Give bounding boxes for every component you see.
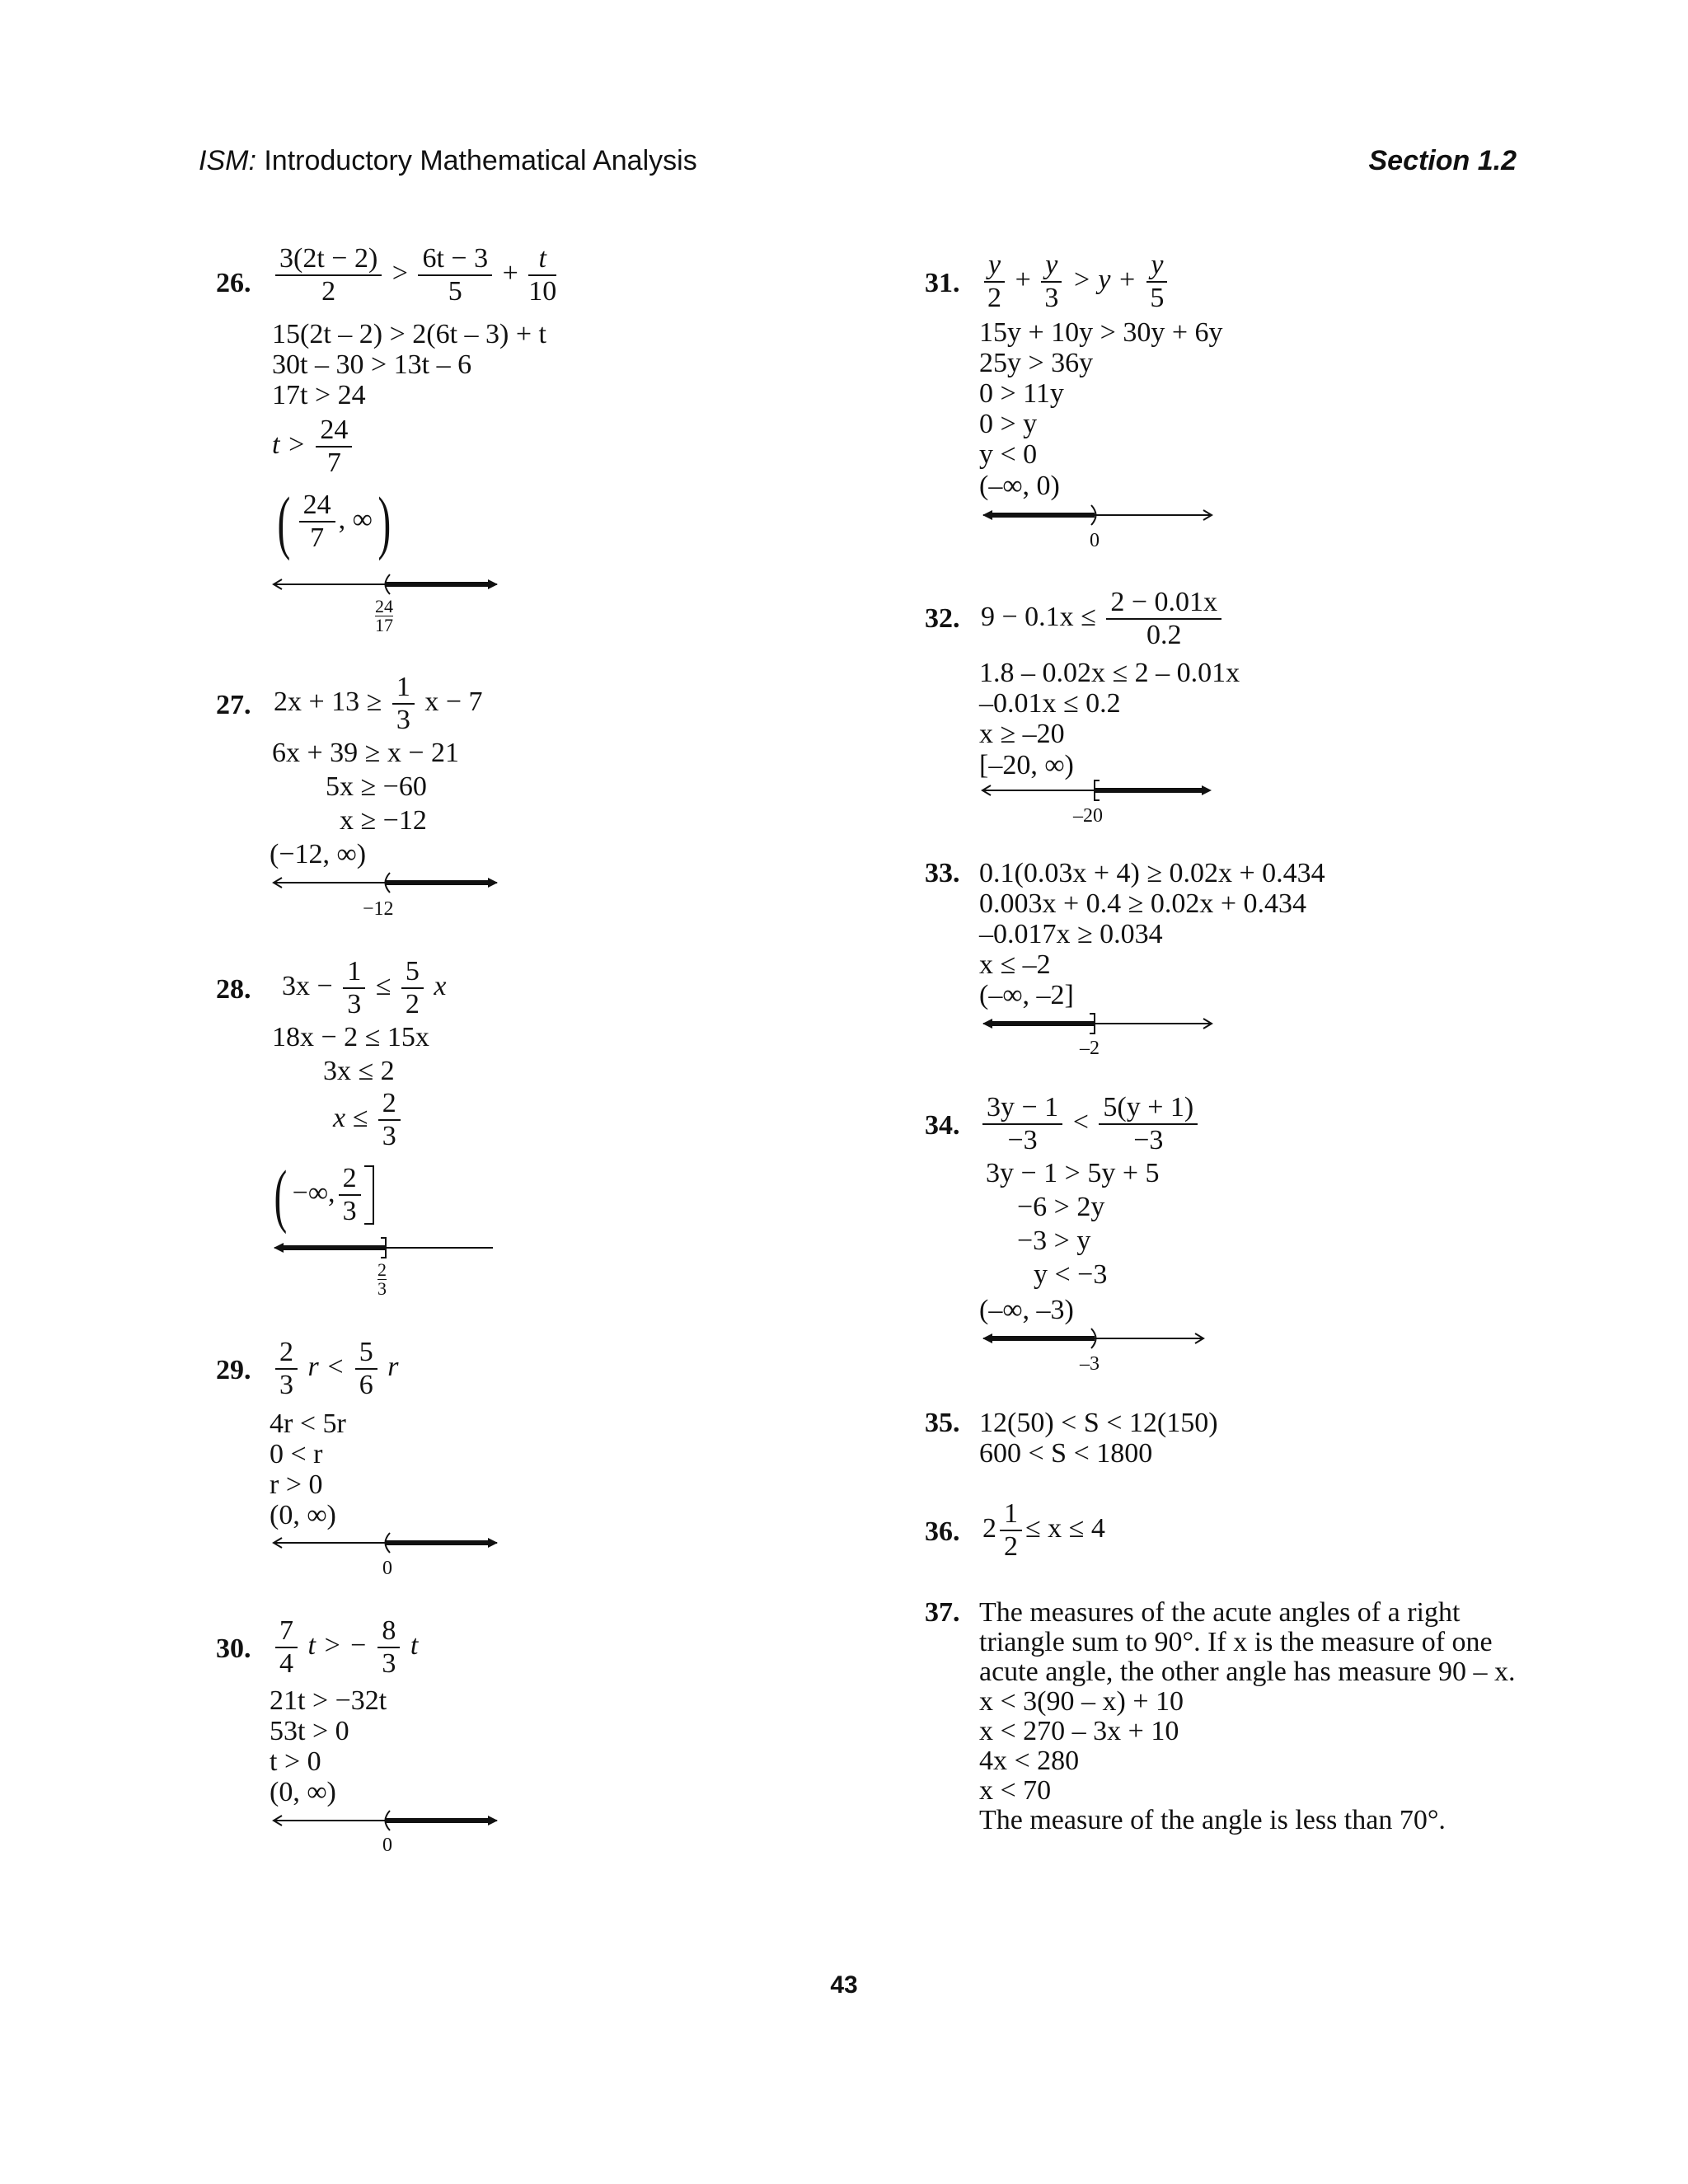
problem-number: 31. — [925, 268, 960, 298]
text-line: acute angle, the other angle has measure 90 – x. — [979, 1657, 1516, 1687]
problem-number: 27. — [216, 690, 251, 720]
equation-line-4: x ≤ –2 — [979, 949, 1051, 980]
equation-line-5: y < −3 — [1034, 1259, 1108, 1290]
number-line-label: −12 — [363, 898, 394, 920]
equation-line-4: 17t > 24 — [272, 380, 366, 410]
equation-line-1: 0.1(0.03x + 4) ≥ 0.02x + 0.434 — [979, 858, 1325, 888]
equation-line-3: 5x ≥ −60 — [326, 771, 427, 802]
problem-30 — [216, 1615, 645, 1821]
interval-answer: (–∞, 0) — [979, 471, 1060, 501]
equation-line-4: x ≥ −12 — [340, 805, 427, 836]
problem-37 — [925, 1597, 1518, 1853]
number-line-label: –20 — [1073, 805, 1103, 827]
problem-number: 29. — [216, 1355, 251, 1385]
equation-line-1: 2x + 13 ≥ $\frac{1}{3}$ x − 7 — [274, 672, 483, 735]
equation-line-2: 18x − 2 ≤ 15x — [272, 1022, 429, 1052]
equation-line-2: 15(2t – 2) > 2(6t – 3) + t — [272, 319, 546, 349]
problem-34 — [925, 1092, 1386, 1339]
equation-line-2: 3y − 1 > 5y + 5 — [986, 1158, 1160, 1188]
equation-line-1: $\frac{7}{4}$ t > − $\frac{8}{3}$ t — [272, 1615, 418, 1680]
page-number: 43 — [830, 1971, 858, 1999]
interval-answer: [–20, ∞) — [979, 750, 1074, 780]
equation-line-2: 4r < 5r — [270, 1408, 346, 1439]
problem-number: 30. — [216, 1633, 251, 1664]
problem-32 — [925, 587, 1386, 785]
equation-line-1: $\frac{3y - 1}{-3}$ < $\frac{5(y + 1)}{-3}$ — [979, 1092, 1201, 1156]
problem-number: 34. — [925, 1110, 960, 1141]
number-line-32 — [979, 779, 1214, 804]
problem-35 — [925, 1408, 1386, 1474]
text-line: triangle sum to 90°. If x is the measure of one — [979, 1627, 1493, 1657]
equation-line-2: 15y + 10y > 30y + 6y — [979, 317, 1223, 348]
interval-answer: (0, ∞) — [270, 1500, 336, 1530]
text-line: The measures of the acute angles of a right — [979, 1597, 1461, 1628]
equation-line-3: −6 > 2y — [1017, 1192, 1105, 1222]
equation-line-1: 9 − 0.1x ≤ $\frac{2 - 0.01x}{0.2}$ — [981, 587, 1225, 651]
problem-33 — [925, 858, 1386, 1023]
problem-36 — [925, 1498, 1386, 1572]
equation-line-1: $\frac{y}{2}$ + $\frac{y}{3}$ > y + $\frac{y}{5}$ — [981, 250, 1170, 314]
interval-answer: (–∞, –2] — [979, 980, 1074, 1010]
equation-line-3: 0 < r — [270, 1439, 323, 1469]
equation-line-1: 2 $\frac{1}{2}$ ≤ x ≤ 4 — [982, 1498, 1105, 1562]
number-line-26 — [270, 573, 501, 598]
equation-line-4: x ≤ $\frac{2}{3}$ — [333, 1088, 404, 1152]
equation-line-2: 0.003x + 0.4 ≥ 0.02x + 0.434 — [979, 888, 1307, 919]
interval-answer: (−12, ∞) — [270, 839, 367, 869]
problem-number: 37. — [925, 1597, 960, 1628]
number-line-label: 0 — [1090, 530, 1100, 551]
equation-line-4: r > 0 — [270, 1469, 323, 1500]
problem-number: 33. — [925, 858, 960, 888]
equation-line-6: y < 0 — [979, 439, 1038, 470]
number-line-label: –2 — [1080, 1038, 1100, 1059]
equation-line-4: t > 0 — [270, 1746, 321, 1777]
equation-line-2: 6x + 39 ≥ x − 21 — [272, 738, 460, 768]
number-line-31 — [979, 504, 1214, 528]
problem-27 — [216, 672, 645, 869]
equation-line-2: 1.8 – 0.02x ≤ 2 – 0.01x — [979, 658, 1240, 688]
interval-answer: (–∞, –3) — [979, 1295, 1074, 1325]
problem-number: 26. — [216, 268, 251, 298]
equation-line-4: 0 > 11y — [979, 378, 1064, 409]
interval-answer: (0, ∞) — [270, 1777, 336, 1807]
equation-line: x < 270 – 3x + 10 — [979, 1716, 1179, 1746]
equation-line-1: $\frac{3(2t - 2)}{2}$ > $\frac{6t - 3}{5}$ + $\frac{t}{10}$ — [272, 243, 560, 307]
number-line-label: –3 — [1080, 1353, 1100, 1375]
number-line-label: $\frac{24}{17}$ — [375, 596, 393, 635]
equation-line-1: $\frac{2}{3}$ r < $\frac{5}{6}$ r — [272, 1337, 398, 1401]
equation-line-5: 0 > y — [979, 409, 1038, 439]
equation-line-3: 25y > 36y — [979, 348, 1094, 378]
equation-line-1: 3x − $\frac{1}{3}$ ≤ $\frac{5}{2}$ x — [282, 956, 447, 1019]
number-line-29 — [270, 1531, 501, 1556]
equation-line-4: x ≥ –20 — [979, 719, 1065, 749]
number-line-label: 0 — [382, 1835, 392, 1856]
problem-number: 36. — [925, 1516, 960, 1547]
number-line-33 — [979, 1012, 1214, 1037]
number-line-30 — [270, 1809, 501, 1834]
equation-line-5: t > $\frac{24}{7}$ — [272, 415, 355, 479]
equation-line-3: –0.01x ≤ 0.2 — [979, 688, 1121, 719]
equation-line-2: 21t > −32t — [270, 1685, 387, 1716]
equation-line: x < 70 — [979, 1775, 1052, 1806]
problem-29 — [216, 1337, 645, 1543]
running-header-section: Section 1.2 — [1368, 145, 1517, 176]
equation-line-3: 30t – 30 > 13t – 6 — [272, 349, 472, 380]
interval-answer: ( −∞, $\frac{2}{3}$ — [269, 1162, 374, 1228]
equation-line: 4x < 280 — [979, 1746, 1080, 1776]
equation-line-2: 600 < S < 1800 — [979, 1438, 1153, 1469]
interval-answer: ( $\frac{24}{7}$ , ∞) — [277, 482, 392, 561]
number-line-label: $\frac{2}{3}$ — [377, 1259, 387, 1299]
equation-line-4: −3 > y — [1017, 1226, 1091, 1256]
equation-line: x < 3(90 – x) + 10 — [979, 1686, 1184, 1717]
equation-line-3: –0.017x ≥ 0.034 — [979, 919, 1163, 949]
equation-line-1: 12(50) < S < 12(150) — [979, 1408, 1218, 1438]
text-line: The measure of the angle is less than 70°. — [979, 1805, 1446, 1835]
number-line-27 — [270, 871, 501, 896]
number-line-28 — [270, 1236, 501, 1261]
problem-number: 28. — [216, 974, 251, 1005]
equation-line-3: 3x ≤ 2 — [323, 1056, 395, 1086]
problem-31 — [925, 250, 1386, 522]
problem-number: 32. — [925, 603, 960, 634]
problem-number: 35. — [925, 1408, 960, 1438]
equation-line-3: 53t > 0 — [270, 1716, 349, 1746]
running-header-title: ISM: Introductory Mathematical Analysis — [199, 145, 697, 176]
number-line-label: 0 — [382, 1558, 392, 1579]
number-line-34 — [979, 1327, 1214, 1352]
